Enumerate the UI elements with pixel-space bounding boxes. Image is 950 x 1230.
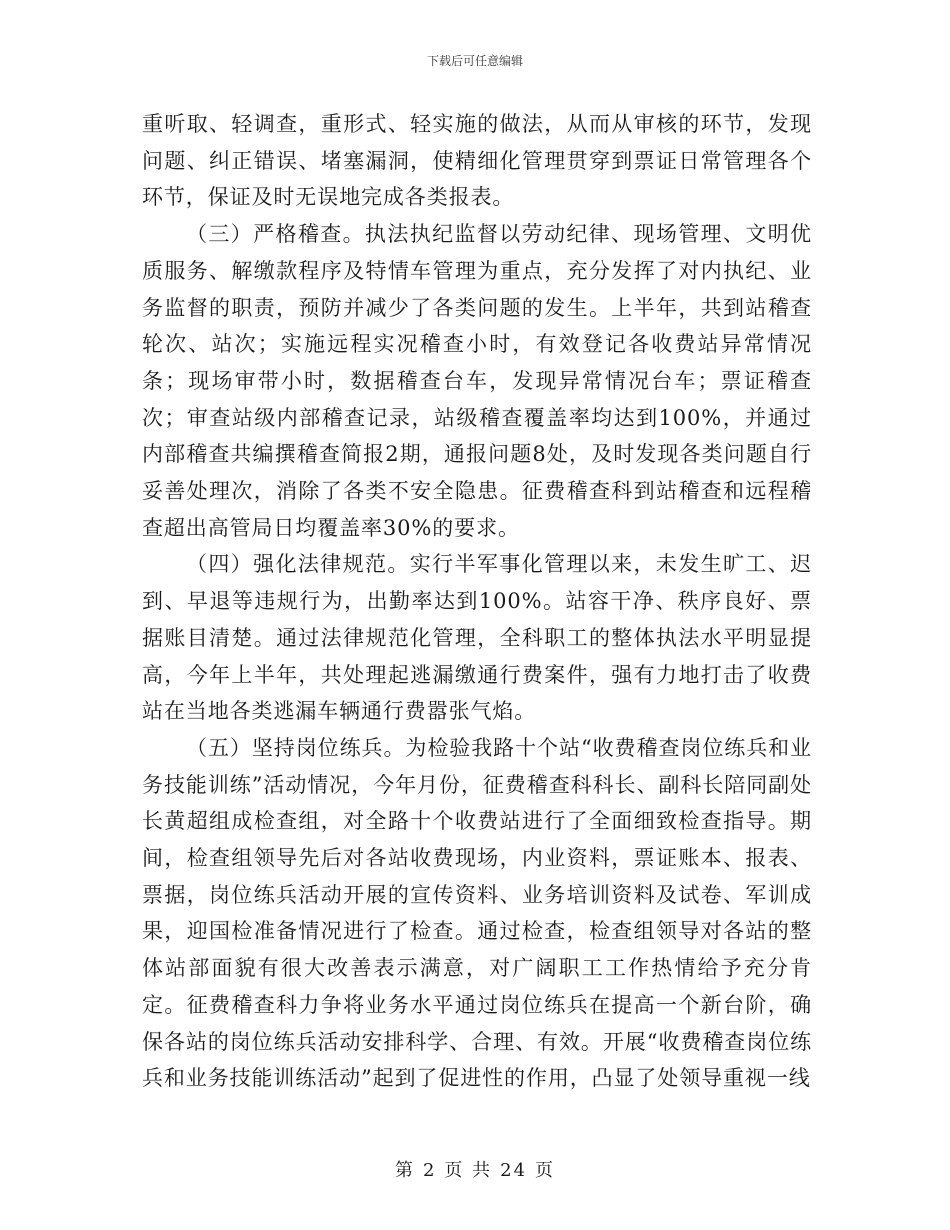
- footer-suffix: 页: [535, 1160, 556, 1181]
- footer-total-pages: 24: [500, 1160, 528, 1181]
- paragraph-legal-standards: （四）强化法律规范。实行半军事化管理以来，未发生旷工、迟到、早退等违规行为，出勤率达到100%。站容干净、秩序良好、票据账目清楚。通过法律规范化管理，全科职工的整体执法水平明显提高，今年上半年，共处理起逃漏缴通行费案件，强有力地打击了收费站在当地各类逃漏车辆通行费嚣张气焰。: [142, 552, 812, 724]
- paragraph-continuation: 重听取、轻调查，重形式、轻实施的做法，从而从审核的环节，发现问题、纠正错误、堵塞漏洞，使精细化管理贯穿到票证日常管理各个环节，保证及时无误地完成各类报表。: [142, 112, 812, 210]
- paragraph-job-training: （五）坚持岗位练兵。为检验我路十个站“收费稽查岗位练兵和业务技能训练”活动情况，今年月份，征费稽查科科长、副科长陪同副处长黄超组成检查组，对全路十个收费站进行了全面细致检查指导。期间，检查组领导先后对各站收费现场，内业资料，票证账本、报表、票据，岗位练兵活动开展的宣传资料、业务培训资料及试卷、军训成果，迎国检准备情况进行了检查。通过检查，检查组领导对各站的整体站部面貌有很大改善表示满意，对广阔职工工作热情给予充分肯定。征费稽查科力争将业务水平通过岗位练兵在提高一个新台阶，确保各站的岗位练兵活动安排科学、合理、有效。开展“收费稽查岗位练兵和业务技能训练活动”起到了促进性的作用，凸显了处领导重视一线: [142, 735, 812, 1091]
- footer-prefix: 第: [394, 1160, 415, 1181]
- document-body: [142, 106, 812, 1097]
- paragraph-strict-inspection: （三）严格稽查。执法执纪监督以劳动纪律、现场管理、文明优质服务、解缴款程序及特情车管理为重点，充分发挥了对内执纪、业务监督的职责，预防并减少了各类问题的发生。上半年，共到站稽查轮次、站次；实施远程实况稽查小时，有效登记各收费站异常情况条；现场审带小时，数据稽查台车，发现异常情况台车；票证稽查次；审查站级内部稽查记录，站级稽查覆盖率均达到100%，并通过内部稽查共编撰稽查简报2期，通报问题8处，及时发现各类问题自行妥善处理次，消除了各类不安全隐患。征费稽查科到站稽查和远程稽查超出高管局日均覆盖率30%的要求。: [142, 222, 812, 540]
- footer-page-number: 2: [422, 1160, 437, 1181]
- page-footer: [0, 1156, 950, 1182]
- footer-middle: 页 共: [444, 1160, 493, 1181]
- page-header: 下载后可任意编辑: [426, 54, 523, 68]
